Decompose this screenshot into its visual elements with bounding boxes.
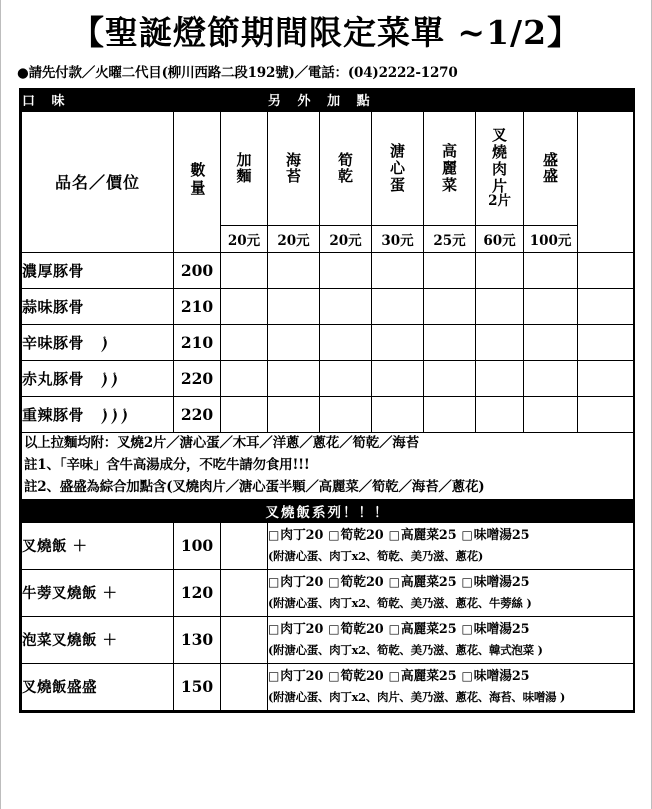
note-line-2: 註2、盛盛為綜合加點含(叉燒肉片／溏心蛋半顆／高麗菜／筍乾／海苔／蔥花) (24, 478, 485, 495)
ramen-name-cell (22, 288, 174, 324)
rice-options-line (268, 667, 633, 687)
note-line-1: 註1、「辛味」含牛高湯成分，不吃牛請勿食用!!! (24, 456, 310, 473)
rice-addon-option[interactable]: □肉丁20 (268, 527, 324, 543)
header-item-name-price: 品名／價位 (22, 111, 174, 252)
order-entry-cell[interactable] (372, 396, 424, 432)
table-row (22, 324, 634, 360)
addon-cabbage-line2: 麗 (442, 159, 458, 178)
checkbox-icon[interactable]: □ (388, 574, 400, 589)
addon-deluxe-line2: 盛 (543, 167, 559, 186)
header-addon-noodle (221, 111, 268, 225)
shop-info-line: ●請先付款／火曜二代目(柳川西路二段192號)／電話：(04)2222-1270 (17, 64, 458, 81)
chili-pepper-icon (108, 372, 119, 389)
rice-options-cell (268, 522, 634, 569)
addon-chashu-line1: 叉 (492, 126, 508, 145)
ramen-rows-body (22, 252, 634, 432)
rice-price-cell: 100 (174, 522, 221, 569)
order-entry-cell[interactable] (221, 252, 268, 288)
checkbox-icon[interactable]: □ (388, 621, 400, 636)
rice-options-cell (268, 616, 634, 663)
rice-addon-option[interactable]: □高麗菜25 (388, 621, 457, 637)
chili-pepper-icon (118, 408, 129, 425)
rice-addon-option[interactable]: □肉丁20 (268, 668, 324, 684)
banner-label-addons: 另 外 加 點 (268, 88, 634, 111)
order-entry-cell[interactable] (221, 663, 268, 710)
checkbox-icon[interactable]: □ (388, 527, 400, 542)
order-entry-cell[interactable] (372, 324, 424, 360)
checkbox-icon[interactable]: □ (461, 527, 473, 542)
addon-price-deluxe: 100元 (524, 225, 578, 252)
order-entry-cell[interactable] (221, 324, 268, 360)
ramen-name-cell (22, 396, 174, 432)
order-entry-cell[interactable] (320, 360, 372, 396)
ramen-price-cell: 210 (174, 288, 221, 324)
rice-name-cell: 牛蒡叉燒飯 ＋ (22, 569, 174, 616)
header-addon-cabbage (424, 111, 476, 225)
table-row (22, 396, 634, 432)
rice-options-line (268, 526, 633, 546)
notes-row (22, 432, 634, 499)
addon-noodle-line1: 加 (236, 150, 252, 169)
rice-addon-option[interactable]: □味噌湯25 (461, 621, 530, 637)
order-entry-cell[interactable] (320, 396, 372, 432)
order-entry-cell[interactable] (268, 396, 320, 432)
addon-deluxe-line1: 盛 (543, 150, 559, 169)
addon-egg-line3: 蛋 (390, 175, 406, 194)
rice-addon-option[interactable]: □味噌湯25 (461, 574, 530, 590)
rice-addon-option[interactable]: □高麗菜25 (388, 574, 457, 590)
addon-price-noodle: 20元 (221, 225, 268, 252)
ramen-price-cell: 210 (174, 324, 221, 360)
rice-addon-option[interactable]: □味噌湯25 (461, 527, 530, 543)
ramen-price-cell: 220 (174, 396, 221, 432)
order-entry-cell[interactable] (578, 288, 634, 324)
checkbox-icon[interactable]: □ (461, 668, 473, 683)
chili-pepper-icon (98, 336, 109, 353)
header-addon-bamboo (320, 111, 372, 225)
rice-addon-option[interactable]: □筍乾20 (328, 527, 384, 543)
spice-level-indicator (98, 335, 108, 354)
addon-egg-line1: 溏 (390, 142, 406, 161)
table-row (22, 569, 634, 616)
order-entry-cell[interactable] (221, 569, 268, 616)
checkbox-icon[interactable]: □ (328, 574, 340, 589)
order-entry-cell[interactable] (424, 360, 476, 396)
order-entry-cell[interactable] (424, 396, 476, 432)
ramen-name-text: 濃厚豚骨 (22, 261, 85, 280)
rice-options-line (268, 620, 633, 640)
page-title: 【聖誕燈節期間限定菜單 ~1/2】 (70, 13, 582, 52)
rice-options-cell (268, 663, 634, 710)
rice-name-cell: 叉燒飯盛盛 (22, 663, 174, 710)
order-entry-cell[interactable] (424, 252, 476, 288)
rice-included-line: (附溏心蛋、肉丁x2、筍乾、美乃滋、蔥花、韓式泡菜 ) (268, 642, 543, 657)
addon-bamboo-line2: 乾 (338, 167, 354, 186)
table-row (22, 663, 634, 710)
order-entry-cell[interactable] (476, 360, 524, 396)
order-entry-cell[interactable] (320, 288, 372, 324)
addon-chashu-line3: 肉 (492, 159, 508, 178)
header-addon-chashu (476, 111, 524, 225)
checkbox-icon[interactable]: □ (328, 621, 340, 636)
table-row (22, 252, 634, 288)
section-banner-row (22, 88, 634, 111)
rice-addon-option[interactable]: □筍乾20 (328, 621, 384, 637)
addon-chashu-line5: 2片 (488, 193, 511, 210)
order-entry-cell[interactable] (372, 288, 424, 324)
rice-addon-option[interactable]: □筍乾20 (328, 668, 384, 684)
table-row (22, 360, 634, 396)
checkbox-icon[interactable]: □ (268, 621, 280, 636)
addon-price-seaweed: 20元 (268, 225, 320, 252)
rice-rows-body (22, 522, 634, 710)
menu-table-container (19, 88, 635, 713)
order-entry-cell[interactable] (476, 252, 524, 288)
rice-included-line: (附溏心蛋、肉丁x2、筍乾、美乃滋、蔥花) (268, 548, 483, 563)
spice-level-indicator (98, 407, 128, 426)
addon-cabbage-line3: 菜 (442, 175, 458, 194)
addon-price-egg: 30元 (372, 225, 424, 252)
checkbox-icon[interactable]: □ (461, 621, 473, 636)
header-addon-deluxe (524, 111, 578, 225)
rice-addon-option[interactable]: □高麗菜25 (388, 668, 457, 684)
addon-egg-line2: 心 (390, 159, 406, 178)
rice-price-cell: 150 (174, 663, 221, 710)
ramen-name-text: 赤丸豚骨 (22, 369, 85, 388)
order-entry-cell[interactable] (268, 252, 320, 288)
order-entry-cell[interactable] (524, 324, 578, 360)
checkbox-icon[interactable]: □ (268, 668, 280, 683)
order-entry-cell[interactable] (320, 252, 372, 288)
rice-addon-option[interactable]: □肉丁20 (268, 621, 324, 637)
order-entry-cell[interactable] (524, 396, 578, 432)
rice-price-cell: 120 (174, 569, 221, 616)
ramen-name-cell (22, 360, 174, 396)
rice-addon-option[interactable]: □高麗菜25 (388, 527, 457, 543)
addon-price-bamboo: 20元 (320, 225, 372, 252)
order-entry-cell[interactable] (320, 324, 372, 360)
order-entry-cell[interactable] (221, 616, 268, 663)
checkbox-icon[interactable]: □ (328, 668, 340, 683)
table-header-row (22, 111, 634, 225)
addon-price-chashu: 60元 (476, 225, 524, 252)
order-entry-cell[interactable] (476, 288, 524, 324)
rice-options-cell (268, 569, 634, 616)
order-entry-cell[interactable] (221, 396, 268, 432)
rice-addon-option[interactable]: □筍乾20 (328, 574, 384, 590)
order-entry-cell[interactable] (578, 324, 634, 360)
checkbox-icon[interactable]: □ (328, 527, 340, 542)
rice-included-line: (附溏心蛋、肉丁x2、筍乾、美乃滋、蔥花、牛蒡絲 ) (268, 595, 532, 610)
checkbox-icon[interactable]: □ (461, 574, 473, 589)
order-entry-cell[interactable] (524, 252, 578, 288)
ramen-name-text: 重辣豚骨 (22, 405, 85, 424)
menu-table (21, 88, 634, 711)
addon-price-cabbage: 25元 (424, 225, 476, 252)
rice-addon-option[interactable]: □味噌湯25 (461, 668, 530, 684)
banner-label-rice-series: 叉燒飯系列！！！ (22, 499, 634, 522)
spice-level-indicator (98, 371, 118, 390)
order-entry-cell[interactable] (424, 324, 476, 360)
notes-cell (22, 432, 634, 499)
header-addon-seaweed (268, 111, 320, 225)
order-entry-cell[interactable] (221, 360, 268, 396)
addon-chashu-line2: 燒 (492, 143, 508, 162)
order-entry-cell[interactable] (578, 252, 634, 288)
rice-name-cell: 泡菜叉燒飯 ＋ (22, 616, 174, 663)
order-entry-cell[interactable] (476, 324, 524, 360)
table-row (22, 288, 634, 324)
addon-seaweed-line1: 海 (286, 150, 302, 169)
addon-cabbage-line1: 高 (442, 142, 458, 161)
rice-banner-row (22, 499, 634, 522)
order-entry-cell[interactable] (578, 360, 634, 396)
addon-chashu-line4: 片 (492, 176, 508, 195)
banner-label-flavor: 口 味 (22, 88, 268, 111)
ramen-name-text: 辛味豚骨 (22, 333, 85, 352)
note-line-0: 以上拉麵均附：叉燒2片／溏心蛋／木耳／洋蔥／蔥花／筍乾／海苔 (24, 434, 419, 451)
ramen-name-text: 蒜味豚骨 (22, 297, 85, 316)
order-entry-cell[interactable] (268, 324, 320, 360)
checkbox-icon[interactable]: □ (268, 527, 280, 542)
order-entry-cell[interactable] (372, 360, 424, 396)
order-entry-cell[interactable] (578, 396, 634, 432)
addon-noodle-line2: 麵 (236, 167, 252, 186)
order-entry-cell[interactable] (221, 288, 268, 324)
order-entry-cell[interactable] (221, 522, 268, 569)
order-entry-cell[interactable] (424, 288, 476, 324)
ramen-name-cell (22, 252, 174, 288)
rice-included-line: (附溏心蛋、肉丁x2、肉片、美乃滋、蔥花、海苔、味噌湯 ) (268, 689, 566, 704)
checkbox-icon[interactable]: □ (388, 668, 400, 683)
order-entry-cell[interactable] (268, 360, 320, 396)
order-entry-cell[interactable] (268, 288, 320, 324)
rice-options-line (268, 573, 633, 593)
header-addon-egg (372, 111, 424, 225)
rice-name-cell: 叉燒飯 ＋ (22, 522, 174, 569)
order-entry-cell[interactable] (476, 396, 524, 432)
table-row (22, 616, 634, 663)
ramen-name-cell (22, 324, 174, 360)
ramen-price-cell: 200 (174, 252, 221, 288)
rice-addon-option[interactable]: □肉丁20 (268, 574, 324, 590)
table-row (22, 522, 634, 569)
addon-seaweed-line2: 苔 (286, 167, 302, 186)
ramen-price-cell: 220 (174, 360, 221, 396)
addon-bamboo-line1: 筍 (338, 150, 354, 169)
order-entry-cell[interactable] (524, 360, 578, 396)
header-quantity-text: 數量 (188, 162, 207, 199)
header-quantity (174, 111, 221, 252)
checkbox-icon[interactable]: □ (268, 574, 280, 589)
order-entry-cell[interactable] (524, 288, 578, 324)
order-entry-cell[interactable] (372, 252, 424, 288)
rice-price-cell: 130 (174, 616, 221, 663)
